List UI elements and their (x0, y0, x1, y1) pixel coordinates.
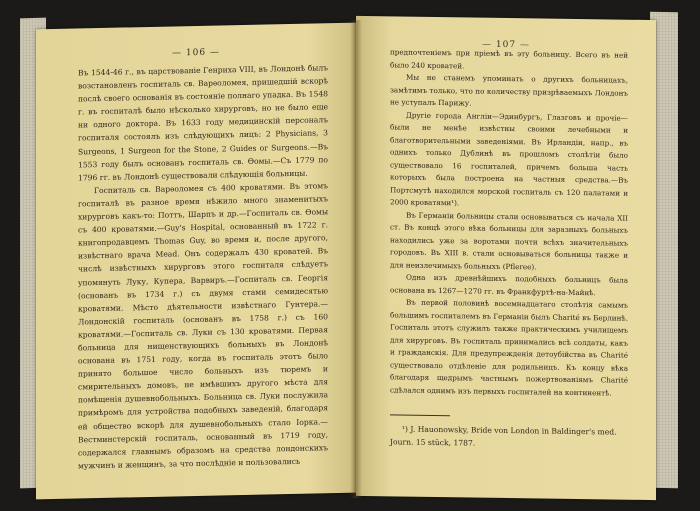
book-gutter (350, 20, 362, 498)
paragraph: Одна изъ древнѣйшихъ подобныхъ больницъ была основана въ 1267—1270 гг. въ Франкфуртѣ-на-Майнѣ. (390, 272, 628, 297)
left-page-text (78, 61, 328, 472)
paragraph: Въ Германіи больницы стали основываться съ начала XII ст. Въ концѣ этого вѣка больницы для заразныхъ больныхъ находились уже за воротами почти всѣхъ значительныхъ городовъ. Въ XIII в. стали основываться больницы также и для неизлечимыхъ больныхъ (Pfleree). (390, 210, 628, 271)
right-page-text (390, 46, 628, 399)
left-page-number: — 106 — (172, 47, 220, 59)
paragraph: Госпиталь св. Варѳоломея съ 400 кроватями. Въ этомъ госпиталѣ въ разное время нѣжило много знаменитыхъ хирурговъ какъ-то: Поттъ, Шарпъ и др.—Госпиталь св. Ѳомы съ 400 кроватями.—Guy's Hospital, основанный въ 1722 г. книгопродавцемъ Thomas Guy, во время и, после другого, извѣстнаго врача Mead. Онъ содержалъ 430 кроватей. Въ числѣ извѣстныхъ хирурговъ этого госпиталя слѣдуетъ упомянуть Луку, Купера, Варвиръ.—Госпиталь св. Георгія (основанъ въ 1734 г.) съ двумя стами семидесятью кроватями. Мѣсто дѣятельности извѣстнаго Гунтера.—Лондонскій госпиталь (основанъ въ 1758 г.) съ 160 кроватями.—Госпиталь св. Луки съ 130 кроватями. Первая больница для нищенствующихъ больныхъ въ Лондонѣ основана въ 1751 году, когда въ госпиталь этотъ было принято большое число больныхъ изъ тюремъ и смирительныхъ домовъ, не имѣвшихъ другого мѣста для помѣщенія душевнобольныхъ. Больница св. Луки послужила примѣромъ для устройства подобныхъ заведеній, благодаря ей общество вскорѣ для душевнобольныхъ стало Іорка.—Вестминстерскій госпиталь, основанный въ 1719 году, содержался главнымъ образомъ на средства лондонскихъ мужчинъ и женщинъ, за что послѣдніе и пользовались (78, 181, 328, 471)
paragraph: Мы не станемъ упоминать о другихъ больницахъ, замѣтимъ только, что по количеству призрѣваемыхъ Лондонъ не уступалъ Парижу. (390, 72, 628, 108)
paragraph: Въ первой половинѣ восемнадцатаго столѣтія самымъ большимъ госпиталемъ въ Германіи былъ Charité въ Берлинѣ. Госпиталь этотъ служилъ также практическимъ училищемъ для хирурговъ. Въ госпиталь принимались всѣ солдаты, какъ и гражданскія. Для предупрежденія детоубійства въ Charité существовало отдѣленіе для родильницъ. Къ концу вѣка благодаря щедрымъ частнымъ пожертвованіямъ Charité сдѣлался однимъ изъ первыхъ госпиталей на континентѣ. (390, 297, 628, 397)
paragraph: Другіе города Англіи—Эдинбургъ, Глазговъ и прочіе—были не менѣе извѣстны своими лечебными и благотворительными заведеніями. Въ Ирландіи, напр., въ однихъ только Дублинѣ въ прошломъ столѣтіи было существовало 16 госпиталей, причемъ больша часть которыхъ была построена на частныя средства.—Въ Портсмутѣ находился морской госпиталь съ 120 палатами и 2000 кроватями¹). (390, 110, 628, 208)
paragraph: предпочтеніемъ при пріемѣ въ эту больницу. Всего въ ней было 240 кроватей. (390, 47, 628, 70)
right-page (356, 16, 656, 500)
paragraph: Въ 1544-46 г., въ царствованіе Генриха VIII, въ Лондонѣ былъ возстановленъ госпиталь св. Варѳоломея, пришедшій вскорѣ послѣ своего основанія въ состояніе полнаго упадка. Въ 1548 г. въ госпиталѣ было нѣсколько хирурговъ, но не было еще ни одного доктора. Въ 1633 году медицинскій персоналъ госпиталя состоялъ изъ слѣдующихъ лицъ: 2 Physicians, 3 Surgeons, 1 Surgeon for the Stone, 2 Guides or Surgeons.—Въ 1553 году былъ основанъ госпиталь св. Ѳомы.—Съ 1779 по 1796 гг. въ Лондонѣ существовали слѣдующія больницы. (78, 63, 328, 183)
footnote-rule (390, 414, 450, 416)
left-page (36, 23, 356, 500)
right-page-number: — 107 — (482, 39, 530, 51)
footnote: ¹) J. Hauonowsky, Bride von London in Baldinger's med. Journ. 15 stück, 1787. (390, 424, 617, 448)
